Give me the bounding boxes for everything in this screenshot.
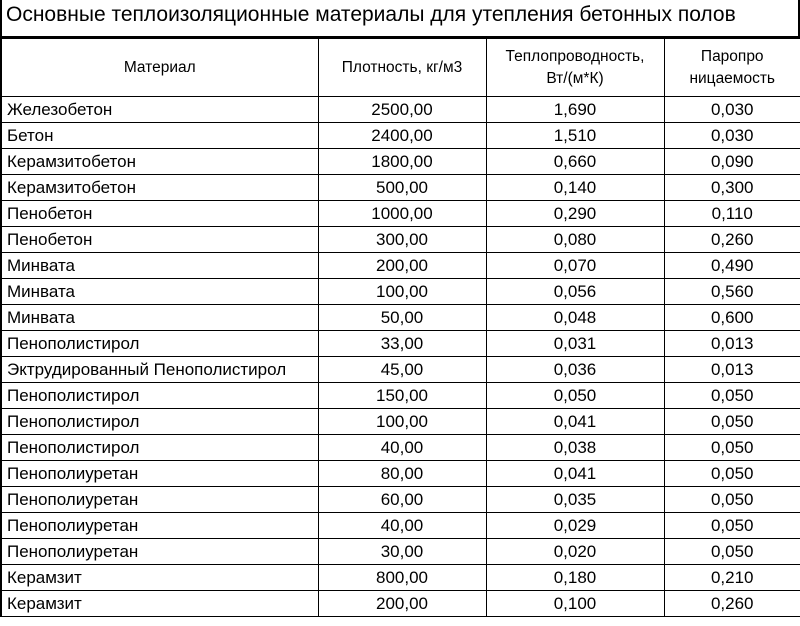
table-row: [1, 513, 800, 539]
cell-conductivity: 0,080: [486, 227, 664, 253]
cell-conductivity: 0,070: [486, 253, 664, 279]
title-frame-left: [0, 0, 2, 38]
cell-material: Керамзит: [1, 565, 318, 591]
cell-density: 300,00: [318, 227, 486, 253]
table-row: [1, 305, 800, 331]
cell-density: 200,00: [318, 253, 486, 279]
materials-table: [0, 38, 800, 617]
table-row: [1, 435, 800, 461]
cell-density: 200,00: [318, 591, 486, 617]
cell-material: Минвата: [1, 305, 318, 331]
cell-material: Пенобетон: [1, 201, 318, 227]
cell-density: 150,00: [318, 383, 486, 409]
cell-material: Пенополистирол: [1, 435, 318, 461]
cell-vapor-permeability: 0,013: [664, 357, 800, 383]
header-vapor-permeability: [664, 39, 800, 97]
cell-conductivity: 0,036: [486, 357, 664, 383]
header-conductivity-line2: Вт/(м*К): [546, 69, 604, 87]
cell-conductivity: 0,100: [486, 591, 664, 617]
cell-material: Пенополиуретан: [1, 513, 318, 539]
cell-conductivity: 0,050: [486, 383, 664, 409]
cell-material: Керамзит: [1, 591, 318, 617]
cell-vapor-permeability: 0,050: [664, 383, 800, 409]
cell-vapor-permeability: 0,260: [664, 591, 800, 617]
cell-material: Пенополистирол: [1, 409, 318, 435]
cell-density: 100,00: [318, 409, 486, 435]
cell-vapor-permeability: 0,030: [664, 97, 800, 123]
cell-density: 2500,00: [318, 97, 486, 123]
cell-material: Пенополиуретан: [1, 539, 318, 565]
cell-vapor-permeability: 0,490: [664, 253, 800, 279]
table-row: [1, 591, 800, 617]
cell-density: 2400,00: [318, 123, 486, 149]
table-header-row: [1, 39, 800, 97]
cell-vapor-permeability: 0,260: [664, 227, 800, 253]
cell-conductivity: 0,031: [486, 331, 664, 357]
cell-material: Пенополиуретан: [1, 461, 318, 487]
cell-material: Пенополиуретан: [1, 487, 318, 513]
cell-conductivity: 0,035: [486, 487, 664, 513]
cell-vapor-permeability: 0,560: [664, 279, 800, 305]
cell-material: Бетон: [1, 123, 318, 149]
cell-density: 30,00: [318, 539, 486, 565]
cell-conductivity: 0,660: [486, 149, 664, 175]
cell-density: 40,00: [318, 435, 486, 461]
table-row: [1, 331, 800, 357]
table-body: [1, 97, 800, 617]
cell-vapor-permeability: 0,030: [664, 123, 800, 149]
page-title: Основные теплоизоляционные материалы для утепления бетонных полов: [0, 0, 800, 38]
cell-material: Эктрудированный Пенополистирол: [1, 357, 318, 383]
cell-material: Минвата: [1, 253, 318, 279]
table-row: [1, 253, 800, 279]
cell-density: 800,00: [318, 565, 486, 591]
header-vapor-line2: ницаемость: [689, 69, 776, 87]
cell-conductivity: 0,020: [486, 539, 664, 565]
header-vapor-line1: Паропро: [700, 47, 764, 65]
cell-material: Минвата: [1, 279, 318, 305]
table-row: [1, 149, 800, 175]
cell-conductivity: 1,510: [486, 123, 664, 149]
cell-vapor-permeability: 0,050: [664, 539, 800, 565]
cell-material: Пенополистирол: [1, 383, 318, 409]
cell-conductivity: 0,180: [486, 565, 664, 591]
cell-conductivity: 0,048: [486, 305, 664, 331]
cell-density: 500,00: [318, 175, 486, 201]
table-row: [1, 539, 800, 565]
cell-vapor-permeability: 0,090: [664, 149, 800, 175]
table-row: [1, 175, 800, 201]
cell-conductivity: 1,690: [486, 97, 664, 123]
cell-material: Пенополистирол: [1, 331, 318, 357]
cell-vapor-permeability: 0,110: [664, 201, 800, 227]
cell-density: 33,00: [318, 331, 486, 357]
header-material: Материал: [1, 39, 318, 97]
cell-conductivity: 0,038: [486, 435, 664, 461]
cell-conductivity: 0,029: [486, 513, 664, 539]
table-row: [1, 227, 800, 253]
cell-vapor-permeability: 0,050: [664, 461, 800, 487]
table-row: [1, 409, 800, 435]
cell-vapor-permeability: 0,600: [664, 305, 800, 331]
table-row: [1, 383, 800, 409]
cell-vapor-permeability: 0,050: [664, 513, 800, 539]
cell-density: 45,00: [318, 357, 486, 383]
cell-material: Керамзитобетон: [1, 175, 318, 201]
header-conductivity-line1: Теплопроводность,: [505, 47, 645, 65]
cell-conductivity: 0,041: [486, 461, 664, 487]
table-row: [1, 357, 800, 383]
cell-conductivity: 0,056: [486, 279, 664, 305]
table-row: [1, 97, 800, 123]
header-conductivity: [486, 39, 664, 97]
cell-density: 1000,00: [318, 201, 486, 227]
cell-vapor-permeability: 0,210: [664, 565, 800, 591]
table-row: [1, 279, 800, 305]
table-row: [1, 123, 800, 149]
cell-material: Керамзитобетон: [1, 149, 318, 175]
cell-density: 1800,00: [318, 149, 486, 175]
cell-conductivity: 0,290: [486, 201, 664, 227]
cell-density: 40,00: [318, 513, 486, 539]
cell-density: 50,00: [318, 305, 486, 331]
cell-vapor-permeability: 0,050: [664, 487, 800, 513]
cell-conductivity: 0,041: [486, 409, 664, 435]
table-row: [1, 461, 800, 487]
table-row: [1, 201, 800, 227]
cell-vapor-permeability: 0,050: [664, 409, 800, 435]
table-row: [1, 565, 800, 591]
cell-density: 100,00: [318, 279, 486, 305]
table-row: [1, 487, 800, 513]
cell-conductivity: 0,140: [486, 175, 664, 201]
cell-density: 80,00: [318, 461, 486, 487]
cell-material: Железобетон: [1, 97, 318, 123]
cell-vapor-permeability: 0,050: [664, 435, 800, 461]
header-density: Плотность, кг/м3: [318, 39, 486, 97]
cell-material: Пенобетон: [1, 227, 318, 253]
cell-vapor-permeability: 0,300: [664, 175, 800, 201]
cell-vapor-permeability: 0,013: [664, 331, 800, 357]
cell-density: 60,00: [318, 487, 486, 513]
